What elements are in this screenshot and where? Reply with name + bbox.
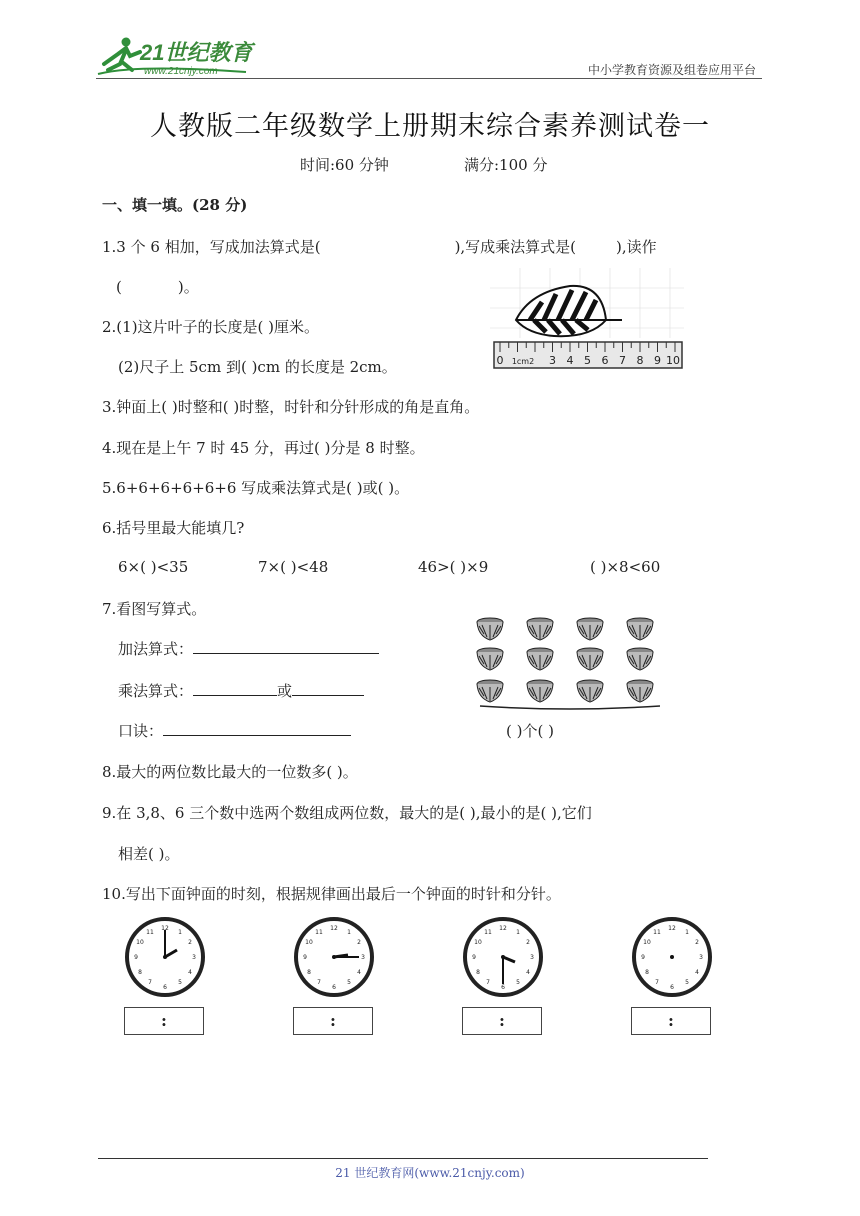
svg-text:6: 6 (163, 984, 167, 991)
leaf-ruler-figure (490, 268, 684, 372)
svg-text:11: 11 (146, 929, 154, 936)
exam-score: 满分:100 分 (464, 156, 548, 174)
svg-text:10: 10 (136, 939, 144, 946)
addition-line: 加法算式： (118, 638, 379, 659)
svg-text:1: 1 (685, 929, 689, 936)
ruler-label: 10 (666, 354, 680, 367)
svg-text:9: 9 (303, 954, 307, 961)
question-9-cont: 相差( )。 (118, 845, 180, 863)
svg-text:8: 8 (307, 969, 311, 976)
question-4: 4.现在是上午 7 时 45 分，再过( )分是 8 时整。 (102, 439, 425, 457)
svg-text:12: 12 (668, 925, 676, 932)
question-6-title: 6.括号里最大能填几? (102, 519, 245, 537)
question-8: 8.最大的两位数比最大的一位数多( )。 (102, 763, 358, 781)
clock-icon (631, 916, 713, 998)
clock-icon (462, 916, 544, 998)
ruler-label: 4 (566, 354, 574, 367)
svg-text:12: 12 (330, 925, 338, 932)
footer-divider (98, 1158, 708, 1159)
ruler-label: 5 (584, 354, 591, 367)
brace-icon (480, 706, 660, 709)
clock-4 (631, 916, 713, 1002)
svg-text:11: 11 (653, 929, 661, 936)
svg-text:2: 2 (357, 939, 361, 946)
svg-text:9: 9 (134, 954, 138, 961)
ruler-label: 0 (496, 354, 504, 367)
svg-text:5: 5 (178, 979, 182, 986)
cups-caption: ( )个( ) (506, 722, 554, 740)
svg-text:8: 8 (138, 969, 142, 976)
svg-text:9: 9 (641, 954, 645, 961)
svg-text:12: 12 (161, 925, 169, 932)
logo (96, 34, 266, 82)
question-2-part2: (2)尺子上 5cm 到( )cm 的长度是 2cm。 (118, 358, 397, 376)
exam-time: 时间:60 分钟 (300, 156, 389, 174)
svg-text:11: 11 (315, 929, 323, 936)
svg-text:21世纪教育: 21世纪教育 (140, 40, 253, 65)
svg-text:6: 6 (501, 984, 505, 991)
svg-text:1: 1 (178, 929, 182, 936)
rhyme-line: 口诀： (118, 720, 351, 741)
page-title: 人教版二年级数学上册期末综合素养测试卷一 (150, 111, 710, 142)
ruler-label: 6 (601, 354, 609, 367)
svg-text:3: 3 (530, 954, 534, 961)
svg-text:4: 4 (695, 969, 699, 976)
question-5: 5.6+6+6+6+6+6 写成乘法算式是( )或( )。 (102, 479, 410, 497)
svg-text:5: 5 (516, 979, 520, 986)
header-divider (96, 78, 762, 79)
question-10-title: 10.写出下面钟面的时刻，根据规律画出最后一个钟面的时针和分针。 (102, 885, 561, 903)
svg-text:1: 1 (516, 929, 520, 936)
question-3: 3.钟面上( )时整和( )时整，时针和分针形成的角是直角。 (102, 398, 480, 416)
question-2-part1: 2.(1)这片叶子的长度是( )厘米。 (102, 318, 320, 336)
svg-text:2: 2 (188, 939, 192, 946)
cups-figure (470, 612, 670, 712)
svg-text:8: 8 (476, 969, 480, 976)
svg-text:2: 2 (695, 939, 699, 946)
svg-text:5: 5 (685, 979, 689, 986)
question-6-item: ( )×8<60 (590, 558, 661, 576)
section-heading: 一、填一填。(28 分) (102, 196, 248, 214)
footer-text[interactable]: 21 世纪教育网(www.21cnjy.com) (335, 1166, 525, 1180)
ruler-label: 1cm2 (511, 357, 535, 366)
platform-name: 中小学教育资源及组卷应用平台 (587, 63, 756, 77)
question-1-reading: ( )。 (116, 278, 199, 296)
question-7-title: 7.看图写算式。 (102, 600, 207, 618)
svg-text:2: 2 (526, 939, 530, 946)
ruler-label: 7 (619, 354, 626, 367)
clock-2 (293, 916, 375, 1002)
svg-text:4: 4 (357, 969, 361, 976)
ruler-label: 3 (549, 354, 556, 367)
time-answer-box[interactable]: : (124, 1007, 204, 1035)
cup-icon (477, 618, 653, 702)
time-answer-box[interactable]: : (462, 1007, 542, 1035)
question-6-item: 6×( )<35 (118, 558, 189, 576)
question-6-item: 46>( )×9 (418, 558, 489, 576)
clock-1 (124, 916, 206, 1002)
time-answer-box[interactable]: : (631, 1007, 711, 1035)
leaf-icon (516, 286, 622, 336)
svg-text:6: 6 (332, 984, 336, 991)
svg-text:7: 7 (148, 979, 152, 986)
clock-icon (124, 916, 206, 998)
clock-3 (462, 916, 544, 1002)
svg-text:www.21cnjy.com: www.21cnjy.com (144, 66, 218, 77)
svg-text:8: 8 (645, 969, 649, 976)
svg-text:7: 7 (486, 979, 490, 986)
svg-text:9: 9 (472, 954, 476, 961)
svg-text:12: 12 (499, 925, 507, 932)
svg-text:3: 3 (699, 954, 703, 961)
clock-icon (293, 916, 375, 998)
svg-text:10: 10 (643, 939, 651, 946)
question-9: 9.在 3,8、6 三个数中选两个数组成两位数，最大的是( ),最小的是( ),它们 (102, 804, 592, 822)
svg-text:4: 4 (526, 969, 530, 976)
svg-text:7: 7 (317, 979, 321, 986)
svg-text:10: 10 (305, 939, 313, 946)
svg-text:11: 11 (484, 929, 492, 936)
svg-text:4: 4 (188, 969, 192, 976)
time-answer-box[interactable]: : (293, 1007, 373, 1035)
multiplication-line: 乘法算式： 或 (118, 680, 364, 701)
ruler-label: 8 (636, 354, 644, 367)
ruler-label: 9 (654, 354, 661, 367)
svg-text:6: 6 (670, 984, 674, 991)
svg-text:7: 7 (655, 979, 659, 986)
question-6-item: 7×( )<48 (258, 558, 329, 576)
svg-text:3: 3 (361, 954, 365, 961)
svg-text:1: 1 (347, 929, 351, 936)
svg-text:10: 10 (474, 939, 482, 946)
svg-text:5: 5 (347, 979, 351, 986)
runner-logo-icon (96, 34, 266, 82)
svg-text:3: 3 (192, 954, 196, 961)
question-1: 1.3 个 6 相加，写成加法算式是( ),写成乘法算式是( ),读作 (102, 238, 657, 256)
ruler-icon (494, 342, 682, 368)
